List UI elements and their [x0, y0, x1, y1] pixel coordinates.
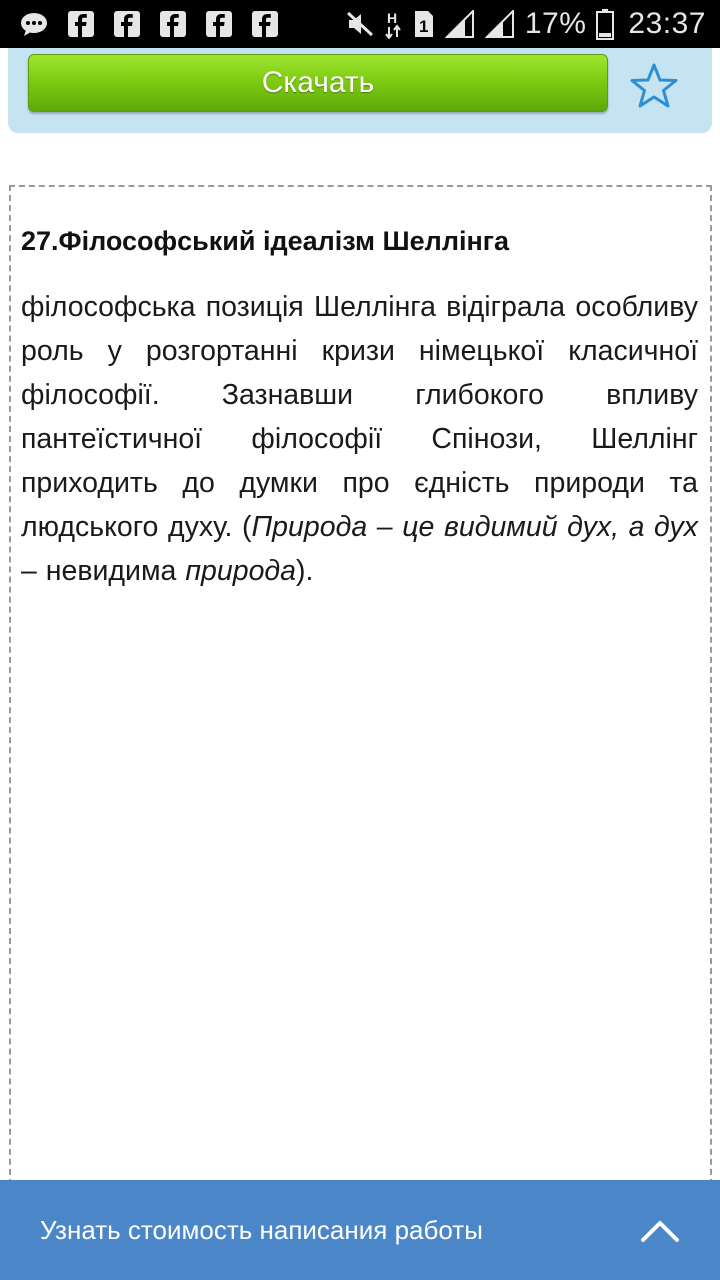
body-closing: ).: [296, 555, 314, 587]
body-text: філософська позиція Шеллінга відіграла особливу роль у розгортанні кризи німецької класичної філософії. Зазнавши глибокого впливу пантеїстичної філософії Спінози, Шеллінг приходить до думки про єдність природи та людського духу. (: [21, 291, 698, 543]
facebook-icon: [68, 11, 94, 37]
document-title: 27.Філософський ідеалізм Шеллінга: [21, 226, 510, 256]
chevron-up-icon[interactable]: [640, 1217, 680, 1243]
body-italic-word: природа: [185, 555, 297, 587]
price-request-label: Узнать стоимость написания работы: [40, 1214, 483, 1245]
facebook-icon: [252, 11, 278, 37]
mute-icon: [345, 10, 375, 38]
notification-icons: [20, 11, 278, 37]
battery-percent: 17%: [524, 7, 587, 40]
battery-icon: [596, 8, 614, 40]
svg-text:H: H: [386, 10, 397, 26]
facebook-icon: [114, 11, 140, 37]
document-preview: [9, 185, 712, 1195]
facebook-icon: [206, 11, 232, 37]
signal-icon: [445, 10, 475, 38]
system-icons: [345, 7, 706, 41]
messenger-icon: [20, 12, 48, 36]
facebook-icon: [160, 11, 186, 37]
signal-icon: [485, 10, 515, 38]
data-h-icon: [385, 9, 403, 39]
favorite-button[interactable]: [628, 60, 680, 112]
download-panel: [8, 48, 712, 133]
body-italic-quote: Природа – це видимий дух, а дух: [251, 511, 698, 543]
sim-1-icon: [413, 9, 435, 39]
clock: 23:37: [628, 7, 706, 40]
star-outline-icon: [630, 63, 678, 109]
status-bar: [0, 0, 720, 48]
body-text-continued: – невидима: [21, 555, 186, 587]
sim-badge-text: 1: [418, 17, 429, 36]
download-button[interactable]: Скачать: [28, 54, 608, 112]
price-request-bar[interactable]: [0, 1180, 720, 1280]
document-body: [21, 285, 698, 593]
